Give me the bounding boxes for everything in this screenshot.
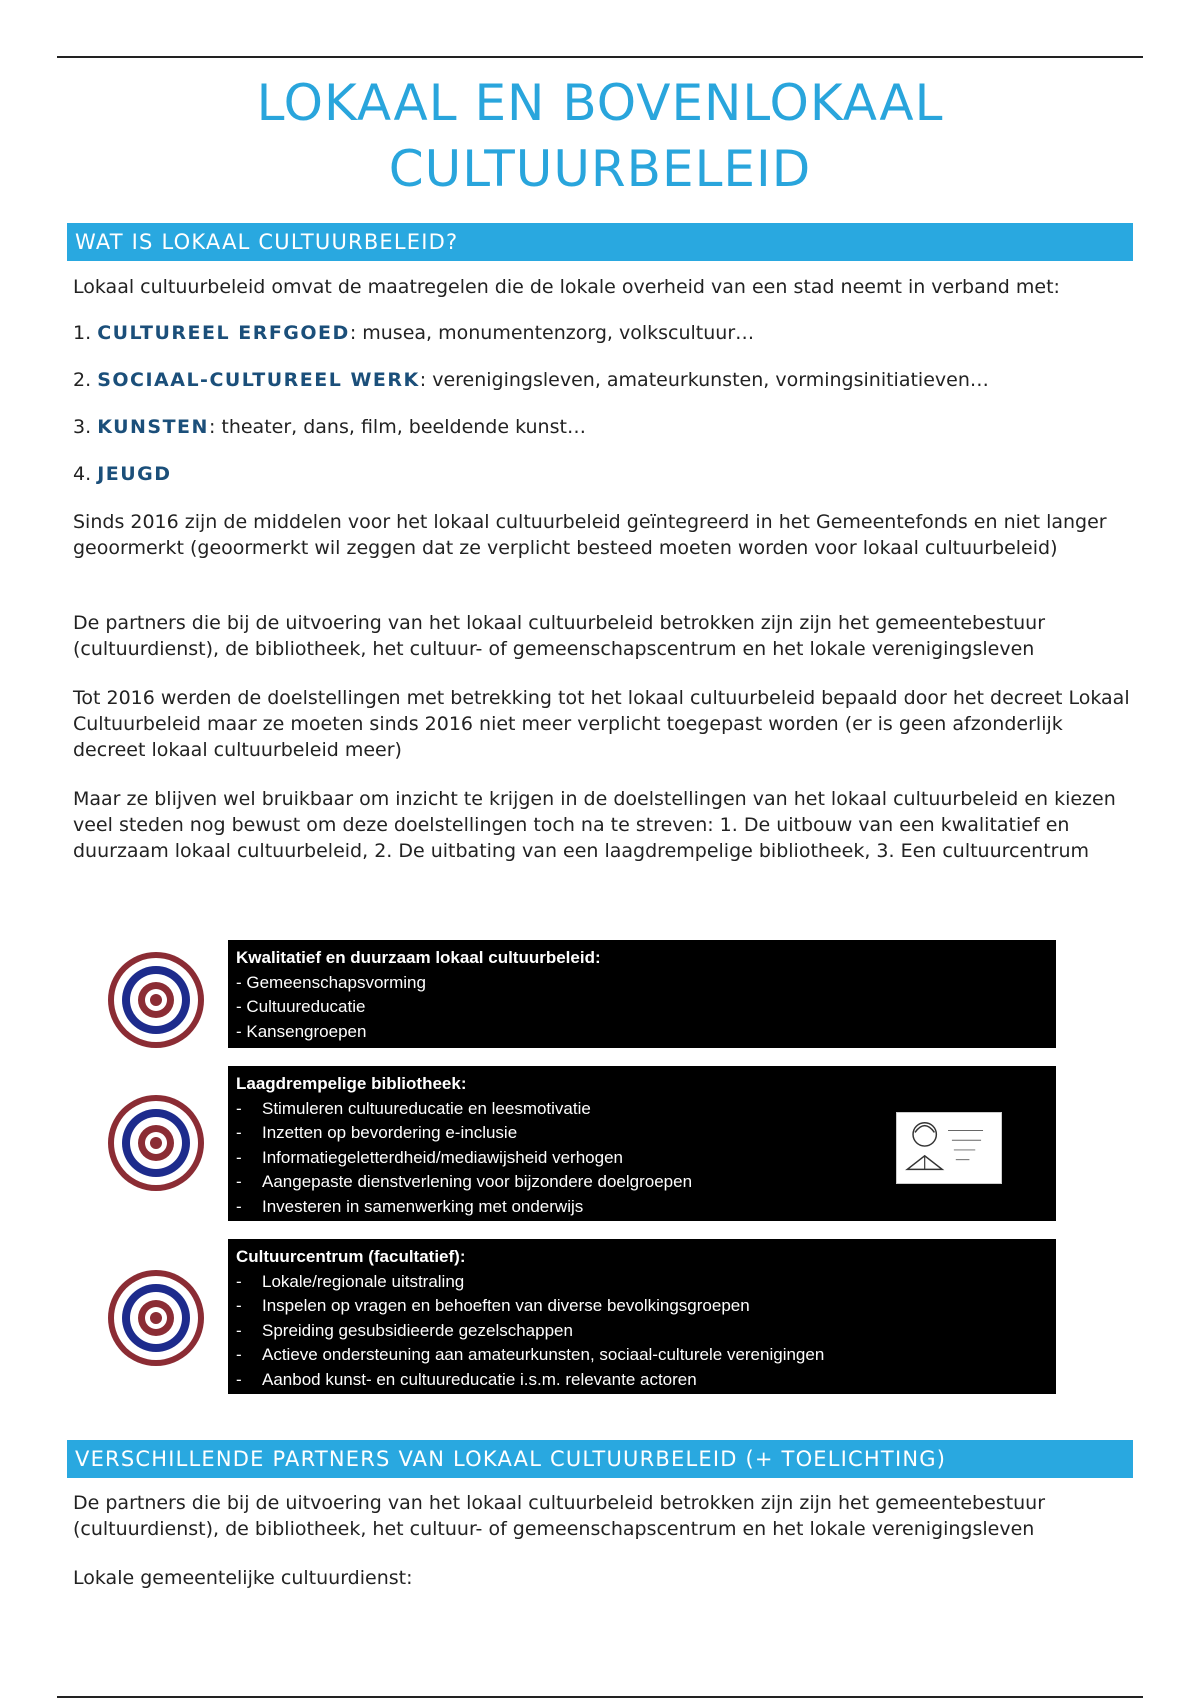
section-heading-what-is: WAT IS LOKAAL CULTUURBELEID?: [67, 223, 1133, 261]
paragraph-partners: De partners die bij de uitvoering van het lokaal cultuurbeleid betrokken zijn zijn het gemeentebestuur (cultuurdienst), de bibliotheek, het cultuur- of gemeenschapscentrum en het lokale verenigingsleven: [73, 612, 1046, 660]
target-icon: [106, 1093, 206, 1193]
goal-box-cultuurcentrum: Cultuurcentrum (facultatief): - Lokale/regionale uitstraling - Inspelen op vragen en behoeften van diverse bevolkingsgroepen - Spreiding gesubsidieerde gezelschappen - Actieve ondersteuning aan amateurkunsten, sociaal-culturele verenigingen - Aanbod kunst- en cultuureducatie i.s.m. relevante actoren: [228, 1239, 1056, 1394]
page-title: LOKAAL EN BOVENLOKAAL CULTUURBELEID: [256, 74, 944, 198]
list-item: 2. SOCIAAL-CULTUREEL WERK: verenigingsleven, amateurkunsten, vormingsinitiatieven…: [73, 369, 989, 391]
goal-box-cultuurbeleid: Kwalitatief en duurzaam lokaal cultuurbeleid: - Gemeenschapsvorming - Cultuureducatie - Kansengroepen: [228, 940, 1056, 1048]
paragraph-doelstellingen: Maar ze blijven wel bruikbaar om inzicht te krijgen in de doelstellingen van het lokaal cultuurbeleid en kiezen veel steden nog bewust om deze doelstellingen toch na te streven: 1. De uitbouw van een kwalitatief en duurzaam lokaal cultuurbeleid, 2. De uitbating van een laagdrempelige bibliotheek, 3. Een cultuurcentrum: [73, 788, 1116, 862]
section-heading-partners: VERSCHILLENDE PARTNERS VAN LOKAAL CULTUURBELEID (+ TOELICHTING): [67, 1440, 1133, 1478]
paragraph-partners-2: De partners die bij de uitvoering van het lokaal cultuurbeleid betrokken zijn zijn het gemeentebestuur (cultuurdienst), de bibliotheek, het cultuur- of gemeenschapscentrum en het lokale verenigingsleven: [73, 1492, 1046, 1540]
intro-paragraph: Lokaal cultuurbeleid omvat de maatregelen die de lokale overheid van een stad neemt in verband met:: [73, 276, 1060, 298]
target-icon: [106, 950, 206, 1050]
list-item: 1. CULTUREEL ERFGOED: musea, monumentenzorg, volkscultuur…: [73, 322, 755, 344]
paragraph-decreet: Tot 2016 werden de doelstellingen met betrekking tot het lokaal cultuurbeleid bepaald door het decreet Lokaal Cultuurbeleid maar ze moeten sinds 2016 niet meer verplicht toegepast worden (er is geen afzonderlijk decreet lokaal cultuurbeleid meer): [73, 687, 1130, 761]
bottom-rule: [57, 1696, 1143, 1698]
list-item: 4. JEUGD: [73, 463, 172, 485]
list-item: 3. KUNSTEN: theater, dans, film, beeldende kunst…: [73, 416, 586, 438]
target-icon: [106, 1268, 206, 1368]
top-rule: [57, 56, 1143, 58]
paragraph-gemeentefonds: Sinds 2016 zijn de middelen voor het lokaal cultuurbeleid geïntegreerd in het Gemeentefonds en niet langer geoormerkt (geoormerkt wil zeggen dat ze verplicht besteed moeten worden voor lokaal cultuurbeleid): [73, 511, 1107, 559]
book-reader-illustration: [896, 1112, 1002, 1184]
subheading-cultuurdienst: Lokale gemeentelijke cultuurdienst:: [73, 1567, 413, 1589]
goal-box-bibliotheek: Laagdrempelige bibliotheek: - Stimuleren cultuureducatie en leesmotivatie - Inzetten op bevordering e-inclusie - Informatiegeletterdheid/mediawijsheid verhogen - Aangepaste dienstverlening voor bijzondere doelgroepen - Investeren in samenwerking met onderwijs: [228, 1066, 1056, 1221]
